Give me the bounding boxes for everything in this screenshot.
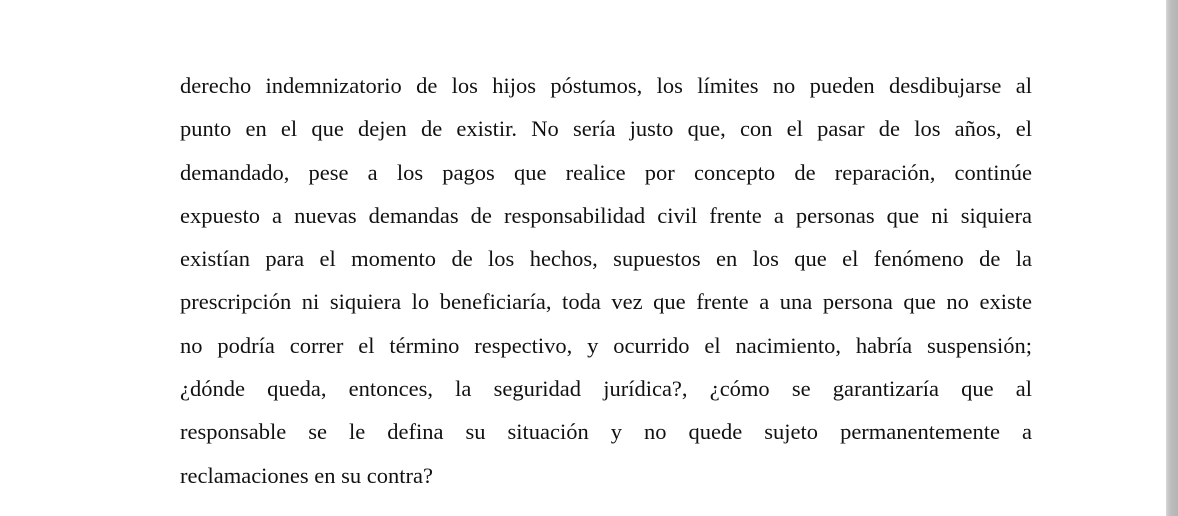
page-edge-shadow <box>1166 0 1178 516</box>
paragraph-line-8: ¿dónde queda, entonces, la seguridad jurídica?, ¿cómo se garantizaría que al <box>180 376 1032 402</box>
paragraph-line-9: responsable se le defina su situación y no quede sujeto permanentemente a <box>180 419 1032 445</box>
paragraph-line-7: no podría correr el término respectivo, y ocurrido el nacimiento, habría suspensión; <box>180 332 1032 358</box>
paragraph-line-10: reclamaciones en su contra? <box>180 462 433 488</box>
paragraph-line-6: prescripción ni siquiera lo beneficiaría, toda vez que frente a una persona que no existe <box>180 289 1032 315</box>
paragraph-line-4: expuesto a nuevas demandas de responsabilidad civil frente a personas que ni siquiera <box>180 202 1032 228</box>
paragraph-line-3: demandado, pese a los pagos que realice por concepto de reparación, continúe <box>180 159 1032 185</box>
paragraph-line-2: punto en el que dejen de existir. No sería justo que, con el pasar de los años, el <box>180 116 1032 142</box>
body-paragraph <box>180 64 1032 497</box>
paragraph-line-5: existían para el momento de los hechos, supuestos en los que el fenómeno de la <box>180 246 1032 272</box>
paragraph-line-1: derecho indemnizatorio de los hijos póstumos, los límites no pueden desdibujarse al <box>180 73 1032 98</box>
